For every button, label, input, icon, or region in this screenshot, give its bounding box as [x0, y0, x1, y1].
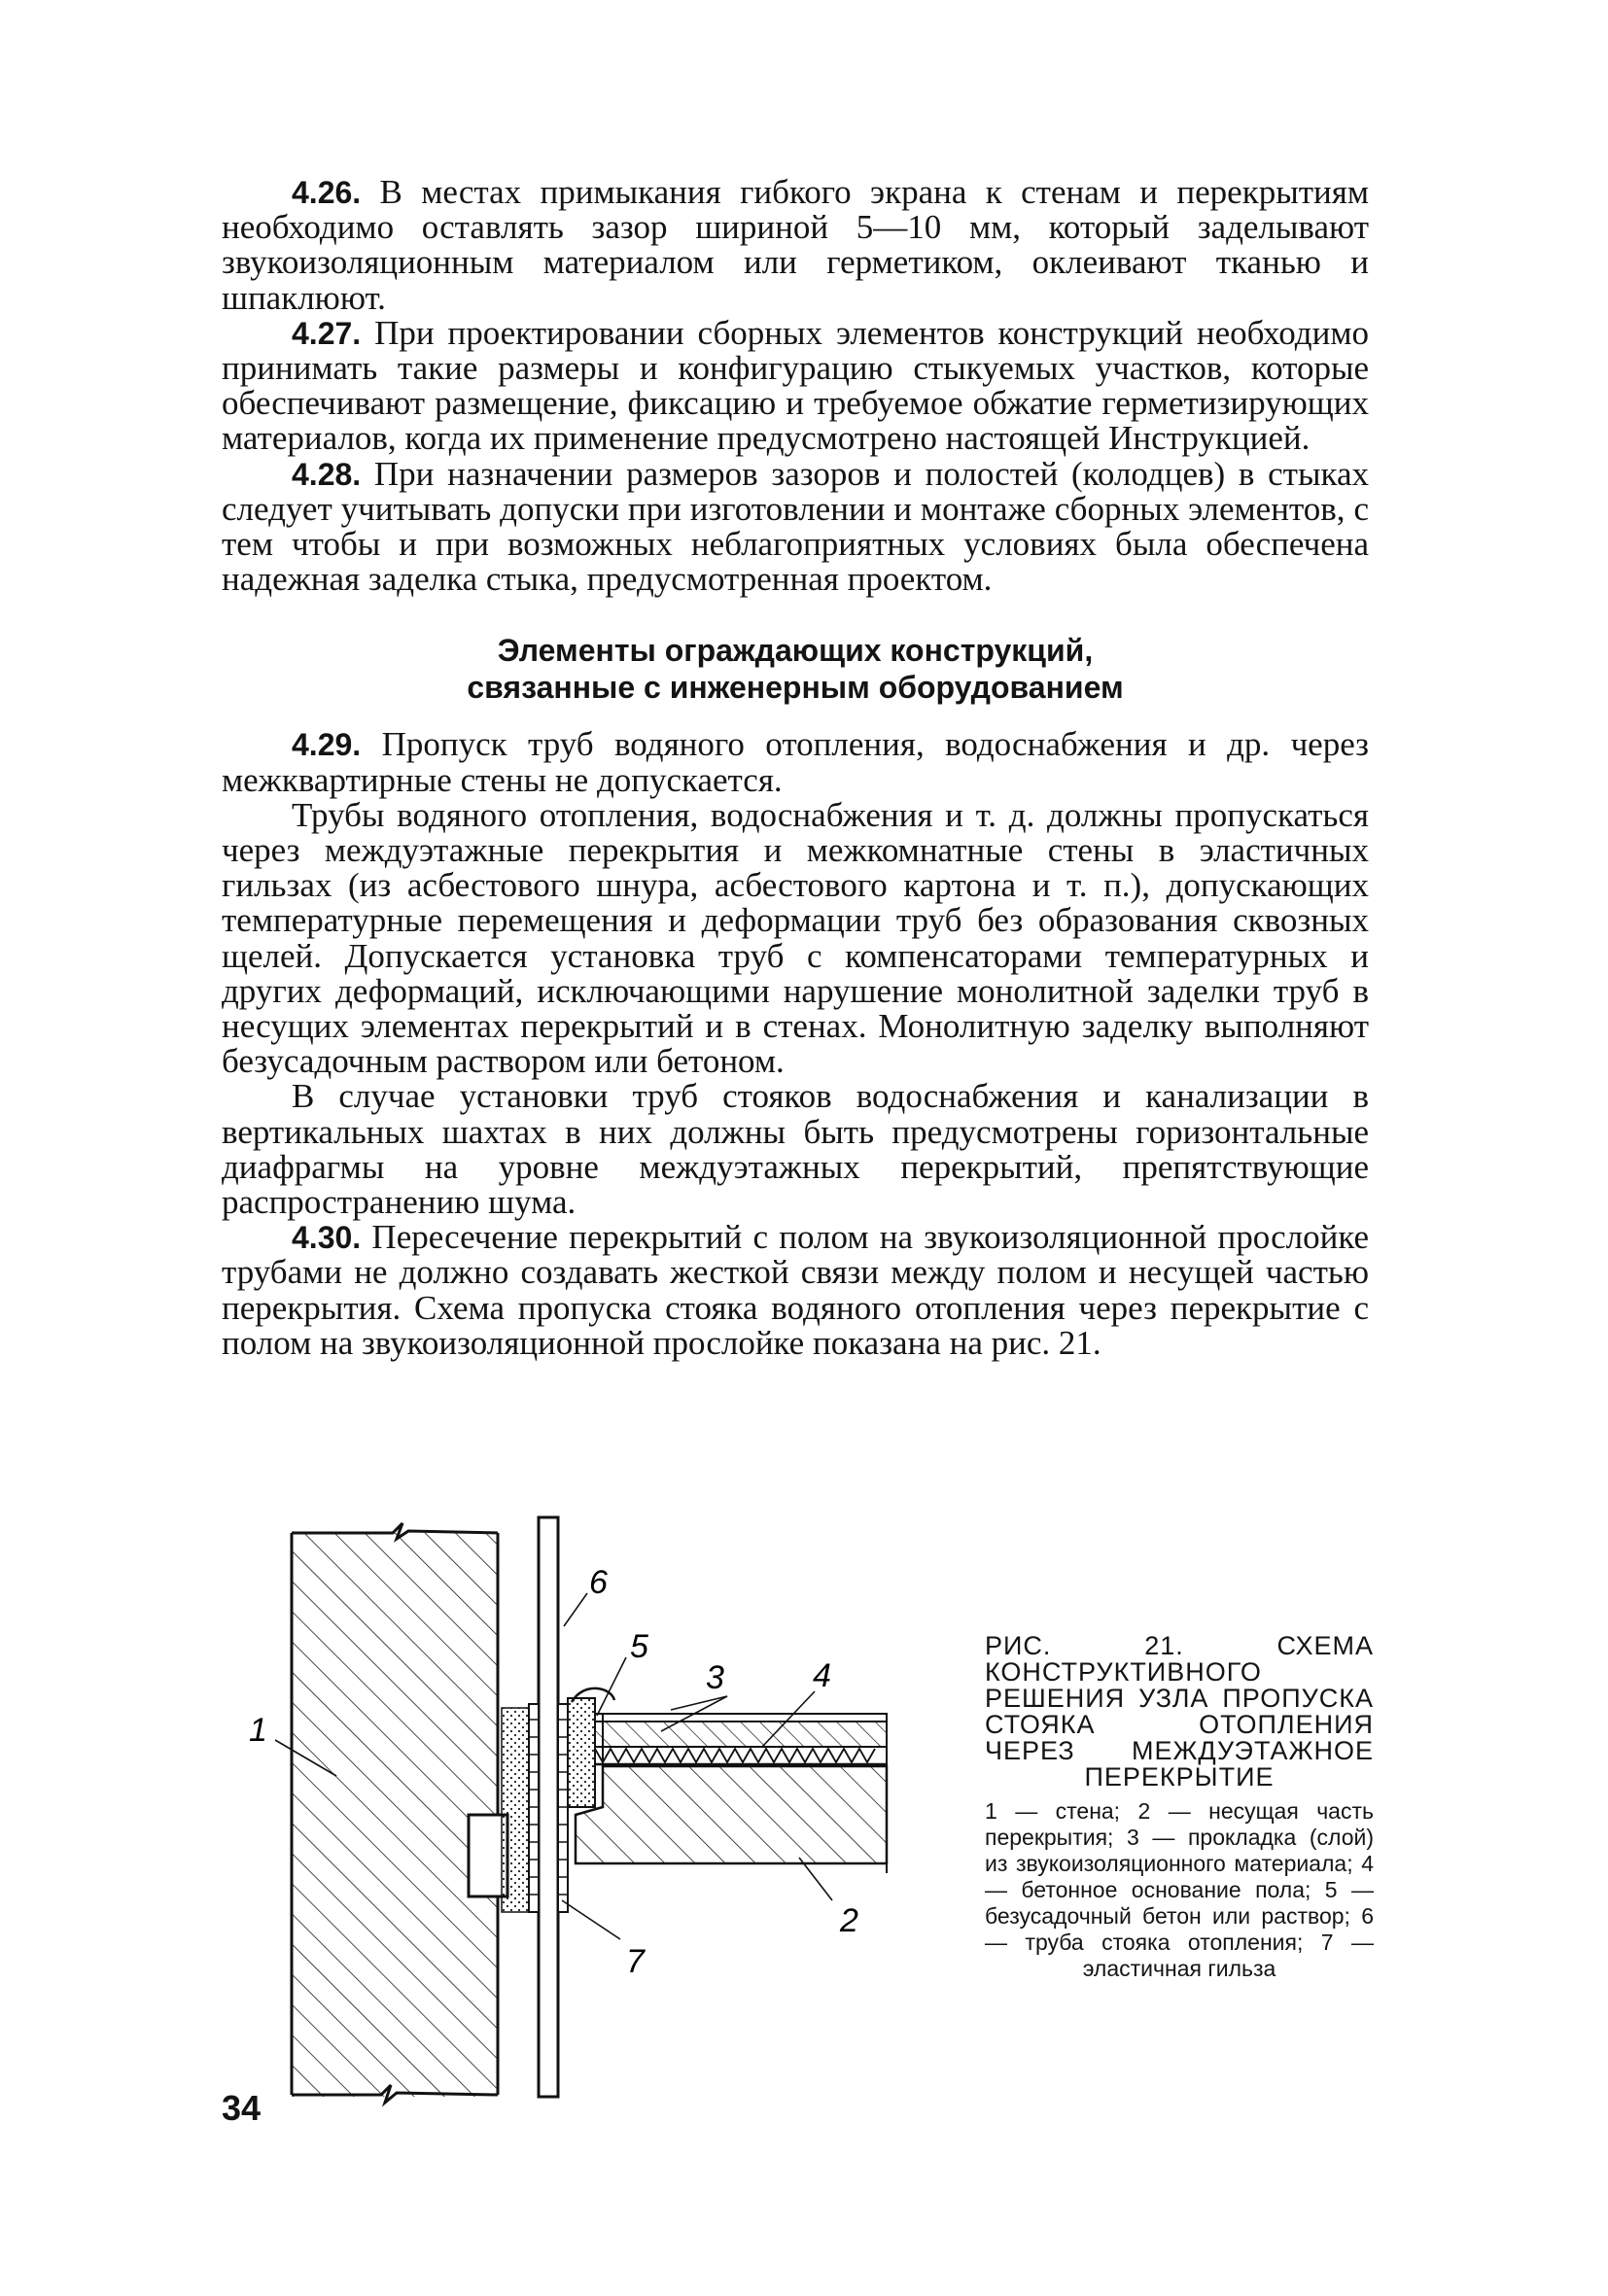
paragraph-4-29: [222, 727, 1369, 797]
paragraph-text: При проектировании сборных элементов конструкций необходимо принимать такие размеры и конфигурацию стыкуемых участков, которые обеспечивают размещение, фиксацию и требуемое обжатие герметизирующих материалов, когда их применение предусмотрено настоящей Инструкцией.: [222, 313, 1369, 458]
wall: [292, 1523, 507, 2103]
section-heading-line-1: Элементы ограждающих конструкций,: [497, 633, 1094, 669]
label-4: 4: [813, 1657, 831, 1694]
wall-mortar: [502, 1708, 529, 1912]
label-2: 2: [840, 1902, 858, 1939]
paragraph-pipes: [222, 795, 1369, 1081]
paragraphs-top: [222, 175, 1369, 597]
paragraph-4-28: [222, 454, 1369, 599]
paragraph-number: 4.28.: [292, 456, 362, 492]
label-6: 6: [589, 1564, 608, 1601]
paragraph-number: 4.26.: [292, 175, 362, 210]
figure-caption: [985, 1633, 1374, 1982]
body-text: [222, 175, 1369, 1361]
paragraph-number: 4.29.: [292, 727, 362, 763]
paragraph-number: 4.27.: [292, 315, 362, 351]
riser-pass-diagram: [222, 1512, 961, 2114]
paragraph-text: Пропуск труб водяного отопления, водоснабжения и др. через межквартирные стены не допускается.: [222, 725, 1369, 799]
paragraphs-bottom: [222, 727, 1369, 1361]
paragraph-text: В случае установки труб стояков водоснабжения и канализации в вертикальных шахтах в них должны быть предусмотрены горизонтальные диафрагмы на уровне междуэтажных перекрытий, препятствующие распространению шума.: [222, 1077, 1369, 1222]
figure-21: [222, 1512, 1379, 2114]
paragraph-text: При назначении размеров зазоров и полостей (колодцев) в стыках следует учитывать допуски при изготовлении и монтаже сборных элементов, с тем чтобы и при возможных неблагоприятных условиях была обеспечена надежная заделка стыка, предусмотренная проектом.: [222, 454, 1369, 599]
caption-legend: 1 — стена; 2 — несущая часть перекрытия; 3 — прокладка (слой) из звукоизоляционного материала; 4 — бетонное основание пола; 5 — безусадочный бетон или раствор; 6 — труба стояка отопления; 7 — эластичная гильза: [985, 1798, 1374, 1981]
label-5: 5: [630, 1628, 648, 1665]
paragraph-4-26: [222, 175, 1369, 316]
caption-title: РИС. 21. СХЕМА КОНСТРУКТИВНОГО РЕШЕНИЯ УЗЛА ПРОПУСКА СТОЯКА ОТОПЛЕНИЯ ЧЕРЕЗ МЕЖДУЭТАЖНОЕ ПЕРЕКРЫТИЕ: [985, 1631, 1374, 1792]
page-number: 34: [222, 2088, 262, 2128]
paragraph-text: Трубы водяного отопления, водоснабжения и т. д. должны пропускаться через междуэтажные перекрытия и межкомнатные стены в эластичных гильзах (из асбестового шнура, асбестового картона и т. п.), допускающих температурные перемещения и деформации труб без образования сквозных щелей. Допускается установка труб с компенсаторами температурных и других деформаций, исключающими нарушение монолитной заделки труб в несущих элементах перекрытий и в стенах. Монолитную заделку выполняют безусадочным раствором или бетоном.: [222, 795, 1369, 1081]
label-7: 7: [626, 1943, 645, 1980]
paragraph-text: В местах примыкания гибкого экрана к стенам и перекрытиям необходимо оставлять зазор шириной 5—10 мм, который заделывают звукоизоляционным материалом или герметиком, оклеивают тканью и шпаклюют.: [222, 173, 1369, 317]
label-1: 1: [249, 1712, 267, 1749]
label-3: 3: [706, 1659, 724, 1696]
section-heading-line-2: связанные с инженерным оборудованием: [467, 670, 1124, 706]
heating-pipe: [539, 1517, 558, 2097]
paragraph-4-27: [222, 313, 1369, 458]
paragraph-number: 4.30.: [292, 1220, 362, 1256]
paragraph-4-30: [222, 1220, 1369, 1361]
paragraph-text: Пересечение перекрытий с полом на звукоизоляционной прослойке трубами не должно создавать жесткой связи между полом и несущей частью перекрытия. Схема пропуска стояка водяного отопления через перекрытие с полом на звукоизоляционной прослойке показана на рис. 21.: [222, 1218, 1369, 1362]
paragraph-shafts: [222, 1079, 1369, 1220]
section-heading: [222, 632, 1369, 706]
